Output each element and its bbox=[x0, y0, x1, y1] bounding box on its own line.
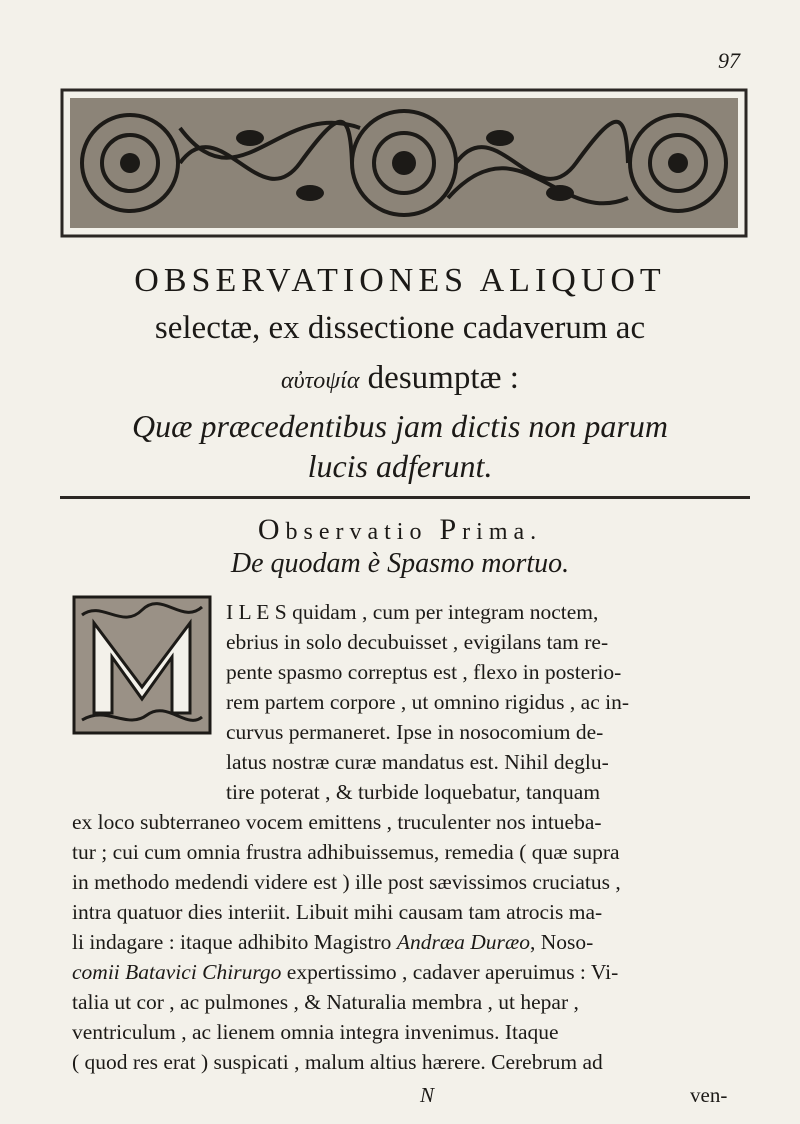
body-line-14: talia ut cor , ac pulmones , & Naturalia membra , ut hepar , bbox=[72, 990, 579, 1014]
observation-heading: Observatio Prima. bbox=[257, 513, 543, 546]
greek-word: αὐτοψία bbox=[281, 368, 360, 394]
title-line-2-rest: desumptæ : bbox=[367, 360, 519, 396]
page-title: OBSERVATIONES ALIQUOT bbox=[134, 262, 666, 299]
body-line-11: intra quatuor dies interiit. Libuit mihi causam tam atrocis ma- bbox=[72, 900, 603, 924]
observation-subtitle: De quodam è Spasmo mortuo. bbox=[230, 548, 570, 579]
body-line-12: li indagare : itaque adhibito Magistro Andræa Duræo, Noso- bbox=[72, 930, 594, 954]
subheading-line-1: Quæ præcedentibus jam dictis non parum bbox=[132, 408, 668, 444]
body-line-15: ventriculum , ac lienem omnia integra invenimus. Itaque bbox=[72, 1020, 559, 1044]
body-line-8: ex loco subterraneo vocem emittens , truculenter nos intueba- bbox=[72, 810, 602, 834]
body-line-13: comii Batavici Chirurgo expertissimo , cadaver aperuimus : Vi- bbox=[72, 960, 619, 984]
subheading-line-2: lucis adferunt. bbox=[307, 448, 493, 484]
signature-mark: N bbox=[420, 1083, 435, 1107]
body-line-3: pente spasmo correptus est , flexo in posterio- bbox=[226, 660, 622, 684]
body-line-10: in methodo medendi videre est ) ille post sævissimos cruciatus , bbox=[72, 870, 621, 894]
person-name-1: Andræa Duræo bbox=[396, 930, 531, 954]
body-line-1: I L E S quidam , cum per integram noctem, bbox=[226, 600, 599, 624]
decorated-initial-m-icon bbox=[72, 595, 212, 735]
title-line-2 bbox=[0, 360, 800, 397]
body-line-16: ( quod res erat ) suspicati , malum altius hærere. Cerebrum ad bbox=[72, 1050, 603, 1074]
body-line-9: tur ; cui cum omnia frustra adhibuissemus, remedia ( quæ supra bbox=[72, 840, 620, 864]
body-line-4: rem partem corpore , ut omnino rigidus , ac in- bbox=[226, 690, 630, 714]
page-number: 97 bbox=[718, 48, 740, 73]
title-line-1: selectæ, ex dissectione cadaverum ac bbox=[154, 310, 646, 346]
body-line-6: latus nostræ curæ mandatus est. Nihil deglu- bbox=[226, 750, 609, 774]
body-line-7: tire poterat , & turbide loquebatur, tanquam bbox=[226, 780, 601, 804]
body-line-2: ebrius in solo decubuisset , evigilans tam re- bbox=[226, 630, 609, 654]
floral-ornament-icon bbox=[60, 88, 748, 238]
catchword: ven- bbox=[690, 1083, 728, 1107]
body-line-5: curvus permaneret. Ipse in nosocomium de- bbox=[226, 720, 604, 744]
section-rule bbox=[60, 496, 750, 499]
person-name-2: Batavici Chirurgo bbox=[125, 960, 282, 984]
